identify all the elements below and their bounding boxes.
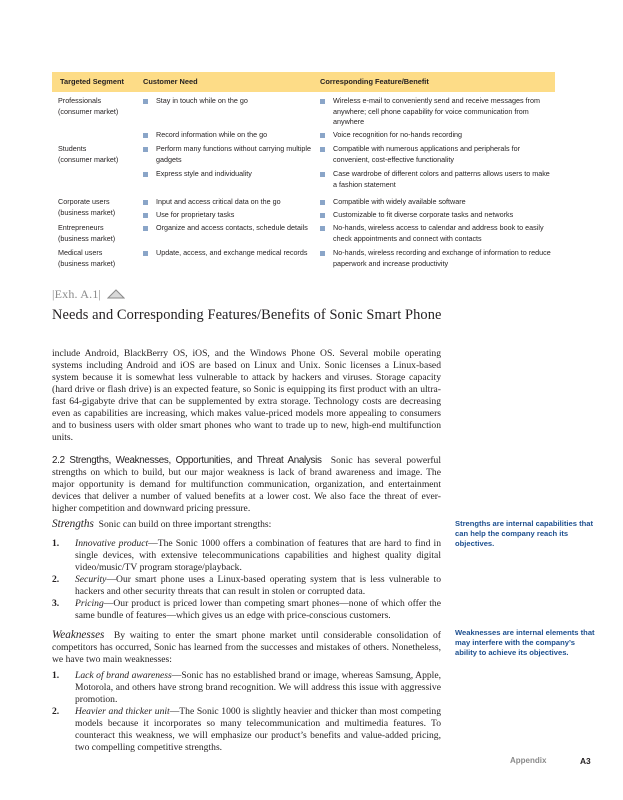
header-segment: Targeted Segment	[60, 76, 124, 86]
exhibit-label	[52, 287, 125, 302]
item-number: 2.	[52, 574, 60, 585]
strengths-intro: Sonic can build on three important strengths:	[98, 519, 272, 530]
bullet-icon	[143, 147, 148, 152]
bullet-icon	[320, 133, 325, 138]
need-feature-pair	[135, 210, 555, 223]
bullet-icon	[320, 99, 325, 104]
item-lead: Security	[75, 574, 107, 585]
segment-cell	[52, 248, 135, 269]
triangle-icon	[107, 289, 125, 299]
need-feature-pair	[135, 130, 555, 144]
body-paragraph: include Android, BlackBerry OS, iOS, and the Windows Phone OS. Several mobile operating systems including Android and iOS are based on Linux and Unix. Sonic licenses a Linux-based system because it is somewhat less vulnerable to attack by hackers and viruses. Storage capacity (hard drive or flash drive) is an expected feature, so Sonic is equipping its first product with an ultra-fast 64-gigabyte drive that can be supplemented by extra storage. Technology costs are decreasing even as capabilities are increasing, which makes value-priced models more appealing to consumers and to business users with older smart phones who want to trade up to new, high-end multifunction units.	[52, 348, 441, 443]
table-row	[52, 96, 555, 144]
exhibit-title: Needs and Corresponding Features/Benefits of Sonic Smart Phone	[52, 307, 442, 323]
table-row	[52, 248, 555, 269]
need-text: Update, access, and exchange medical records	[156, 248, 308, 257]
segment-cell	[52, 223, 135, 248]
feature-text: Customizable to fit diverse corporate tasks and networks	[333, 210, 514, 219]
segment-market: (business market)	[58, 207, 116, 217]
bullet-icon	[143, 172, 148, 177]
segment-cell	[52, 144, 135, 197]
segment-name: Medical users	[58, 248, 103, 257]
item-text: —The Sonic 1000 is slightly heavier and thicker than most competing models because it incorporates so many telecommunication and multimedia features. To counteract this weakness, we will emphasize our product’s benefits and value-added pricing, two compelling competitive strengths.	[75, 706, 441, 753]
need-feature-pair	[135, 223, 555, 244]
margin-note-strengths: Strengths are internal capabilities that can help the company reach its objectives.	[455, 519, 593, 548]
need-text: Stay in touch while on the go	[156, 96, 248, 105]
weaknesses-list	[52, 670, 441, 754]
item-lead: Pricing	[75, 598, 104, 609]
list-item	[52, 670, 441, 706]
item-number: 3.	[52, 598, 60, 609]
header-feature: Corresponding Feature/Benefit	[320, 76, 429, 86]
item-text: —Our product is priced lower than competing smart phones—none of which offer the same bundle of features—which gives us an edge with price-conscious customers.	[75, 598, 441, 621]
page-number: A3	[580, 756, 591, 766]
need-feature-pair	[135, 144, 555, 169]
need-text: Express style and individuality	[156, 169, 252, 178]
item-number: 1.	[52, 538, 60, 549]
section-heading: 2.2 Strengths, Weaknesses, Opportunities, and Threat Analysis	[52, 455, 322, 466]
feature-text: Voice recognition for no-hands recording	[333, 130, 463, 139]
item-lead: Heavier and thicker unit	[75, 706, 170, 717]
segment-cell	[52, 96, 135, 144]
list-item	[52, 706, 441, 754]
strengths-heading: Strengths	[52, 518, 94, 530]
table-row	[52, 223, 555, 248]
feature-text: Compatible with numerous applications and peripherals for convenient, cost-effective functionality	[333, 144, 520, 164]
list-item	[52, 598, 441, 622]
segment-market: (business market)	[58, 258, 116, 268]
weaknesses-heading: Weaknesses	[52, 629, 105, 641]
segment-name: Students	[58, 144, 87, 153]
item-text: —Sonic has no established brand or image, whereas Samsung, Apple, Motorola, and others have strong brand recognition. We will address this issue with aggressive promotion.	[75, 670, 441, 705]
item-text: —Our smart phone uses a Linux-based operating system that is less vulnerable to hackers and other security threats that can result in stolen or corrupted data.	[75, 574, 441, 597]
feature-text: No-hands, wireless access to calendar and address book to easily check appointments and connect with contacts	[333, 223, 544, 243]
bullet-icon	[143, 133, 148, 138]
table-row	[52, 144, 555, 197]
item-text: —The Sonic 1000 offers a combination of features that are hard to find in single devices, with extensive telecommunications capabilities and highest quality digital video/music/TV program storage/playback.	[75, 538, 441, 573]
segment-name: Professionals	[58, 96, 102, 105]
list-item	[52, 574, 441, 598]
segment-name: Corporate users	[58, 197, 110, 206]
swot-paragraph	[52, 455, 441, 515]
need-text: Input and access critical data on the go	[156, 197, 281, 206]
feature-text: Case wardrobe of different colors and patterns allows users to make a fashion statement	[333, 169, 550, 189]
weaknesses-intro: By waiting to enter the smart phone market until considerable consolidation of competitors has occurred, Sonic has learned from the successes and mistakes of others. Nonetheless, we have two main weaknesses:	[52, 630, 441, 665]
list-item	[52, 538, 441, 574]
need-text: Record information while on the go	[156, 130, 268, 139]
need-feature-pair	[135, 197, 555, 210]
need-text: Use for proprietary tasks	[156, 210, 235, 219]
bullet-icon	[320, 172, 325, 177]
bullet-icon	[143, 213, 148, 218]
segment-name: Entrepreneurs	[58, 223, 104, 232]
strengths-list	[52, 538, 441, 622]
need-feature-pair	[135, 248, 555, 269]
bullet-icon	[143, 200, 148, 205]
segment-market: (consumer market)	[58, 154, 119, 164]
header-need: Customer Need	[143, 76, 198, 86]
weaknesses-paragraph	[52, 629, 441, 666]
bullet-icon	[320, 251, 325, 256]
strengths-paragraph	[52, 518, 441, 531]
exhibit-number: |Exh. A.1|	[52, 287, 102, 301]
need-feature-pair	[135, 169, 555, 197]
bullet-icon	[320, 200, 325, 205]
segment-market: (business market)	[58, 233, 116, 243]
margin-note-weaknesses: Weaknesses are internal elements that may interfere with the company’s ability to achieve its objectives.	[455, 628, 595, 657]
bullet-icon	[320, 147, 325, 152]
table-header	[52, 72, 555, 92]
feature-text: Compatible with widely available software	[333, 197, 466, 206]
bullet-icon	[143, 251, 148, 256]
bullet-icon	[320, 226, 325, 231]
exhibit-table	[52, 72, 555, 269]
segment-market: (consumer market)	[58, 106, 119, 116]
need-feature-pair	[135, 96, 555, 130]
item-lead: Lack of brand awareness	[75, 670, 172, 681]
table-row	[52, 197, 555, 223]
bullet-icon	[143, 99, 148, 104]
feature-text: No-hands, wireless recording and exchange of information to reduce paperwork and increase productivity	[333, 248, 551, 268]
bullet-icon	[143, 226, 148, 231]
need-text: Organize and access contacts, schedule details	[156, 223, 308, 232]
swot-text: Sonic has several powerful strengths on which to build, but our major weakness is lack of brand awareness and image. The major opportunity is demand for multifunction communication, organization, and entertainment devices that deliver a number of valued benefits at a lower cost. We also face the threat of ever-higher competition and downward pricing pressure.	[52, 455, 442, 514]
need-text: Perform many functions without carrying multiple gadgets	[156, 144, 311, 164]
footer-section: Appendix	[510, 756, 547, 765]
segment-cell	[52, 197, 135, 223]
item-number: 2.	[52, 706, 60, 717]
item-lead: Innovative product	[75, 538, 149, 549]
item-number: 1.	[52, 670, 60, 681]
bullet-icon	[320, 213, 325, 218]
feature-text: Wireless e-mail to conveniently send and receive messages from anywhere; cell phone capability for voice communication from anywhere	[333, 96, 540, 126]
